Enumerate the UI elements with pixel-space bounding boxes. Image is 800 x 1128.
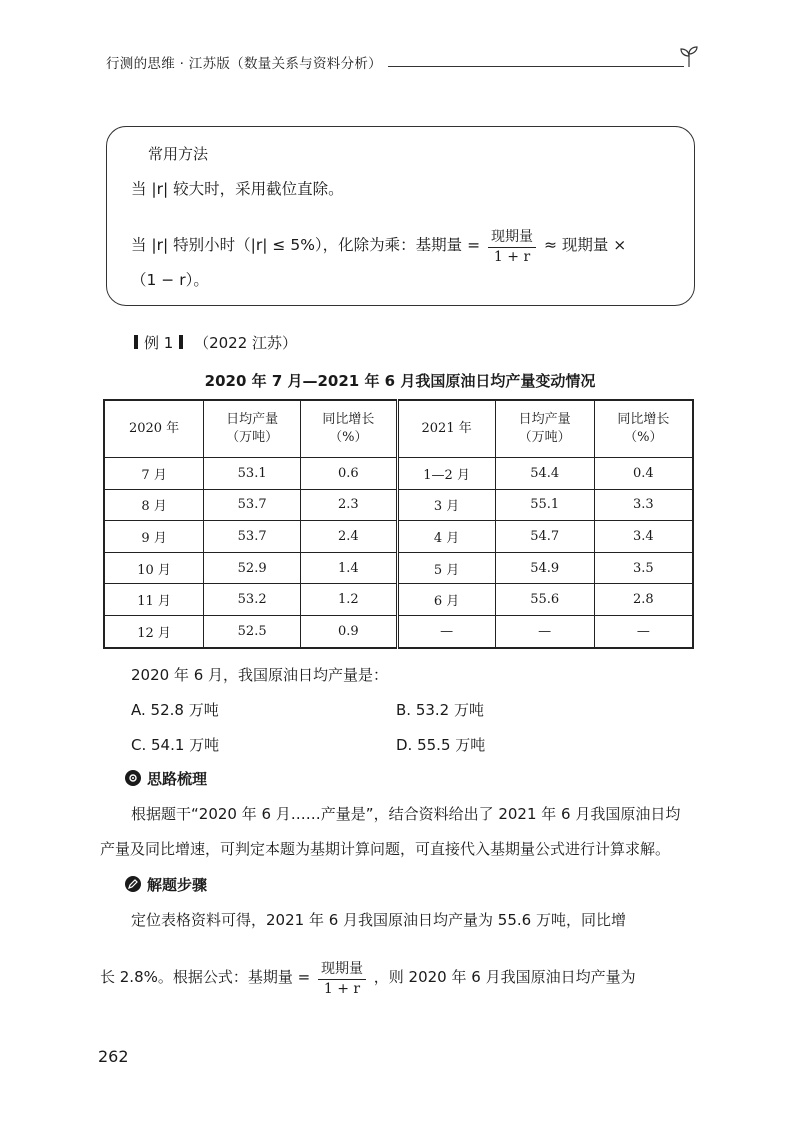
table-cell: 1—2 月: [397, 458, 495, 490]
gear-icon: [125, 770, 141, 786]
bracket-bar: [179, 335, 183, 349]
solution-heading: [125, 874, 207, 895]
table-cell: 12 月: [104, 615, 204, 647]
table-row: [104, 521, 693, 553]
table-row: [104, 552, 693, 584]
option-b[interactable]: B. 53.2 万吨: [396, 701, 484, 719]
header-cell: [204, 400, 301, 458]
table-cell: 3.3: [594, 489, 693, 521]
analysis-heading: [125, 768, 207, 789]
solution-line-2-suffix: ，则 2020 年 6 月我国原油日均产量为: [373, 968, 636, 986]
header-cell: [495, 400, 594, 458]
fraction-numerator: 现期量: [488, 226, 536, 248]
analysis-title: 思路梳理: [147, 770, 208, 788]
table-cell: 53.7: [204, 489, 301, 521]
bracket-bar: [134, 335, 138, 349]
header-cell-line: 同比增长 （%）: [322, 412, 375, 445]
table-cell: 52.5: [204, 615, 301, 647]
table-cell: —: [397, 615, 495, 647]
method-line-2: [131, 226, 626, 265]
book-title: 行测的思维 · 江苏版（数量关系与资料分析）: [106, 56, 382, 72]
header-cell-line: 日均产量 （万吨）: [226, 412, 279, 445]
solution-line-2-prefix: 长 2.8%。根据公式：基期量 =: [100, 968, 311, 986]
table-cell: 4 月: [397, 521, 495, 553]
page-number: 262: [98, 1047, 129, 1066]
table-cell: 8 月: [104, 489, 204, 521]
sprout-icon: [678, 44, 700, 68]
pencil-icon: [125, 876, 141, 892]
solution-line-2: [100, 958, 636, 997]
production-table: [103, 399, 694, 649]
table-cell: 7 月: [104, 458, 204, 490]
table-cell: 0.9: [301, 615, 397, 647]
method-line-2-suffix: ≈ 现期量 ×: [543, 236, 627, 254]
table-title: 2020 年 7 月—2021 年 6 月我国原油日均产量变动情况: [204, 372, 596, 390]
table-cell: 9 月: [104, 521, 204, 553]
option-d[interactable]: D. 55.5 万吨: [396, 736, 486, 754]
table-row: [104, 584, 693, 616]
table-cell: 54.4: [495, 458, 594, 490]
table-cell: 1.2: [301, 584, 397, 616]
table-cell: 0.4: [594, 458, 693, 490]
table-cell: 2.8: [594, 584, 693, 616]
header-cell: 2020 年: [104, 400, 204, 458]
header-cell: [301, 400, 397, 458]
header-cell-line: 同比增长 （%）: [617, 412, 670, 445]
example-label: 例 1: [144, 334, 174, 352]
solution-line-1: 定位表格资料可得，2021 年 6 月我国原油日均产量为 55.6 万吨，同比增: [131, 911, 626, 929]
fraction-denominator: 1 + r: [493, 249, 531, 265]
method-line-3: （1 − r）。: [131, 271, 209, 289]
table-cell: 2.3: [301, 489, 397, 521]
table-cell: 53.2: [204, 584, 301, 616]
fraction-numerator: 现期量: [318, 958, 366, 980]
option-a[interactable]: A. 52.8 万吨: [131, 701, 219, 719]
table-cell: —: [594, 615, 693, 647]
option-c[interactable]: C. 54.1 万吨: [131, 736, 220, 754]
question-stem: 2020 年 6 月，我国原油日均产量是：: [131, 666, 389, 684]
method-line-2-prefix: 当 |r| 特别小时（|r| ≤ 5%），化除为乘：基期量 =: [131, 236, 481, 254]
header-cell: 2021 年: [397, 400, 495, 458]
table-row: [104, 489, 693, 521]
analysis-line-1: 根据题干“2020 年 6 月……产量是”，结合资料给出了 2021 年 6 月我国原油日均: [131, 805, 681, 823]
base-formula-fraction: [488, 226, 536, 265]
table-cell: 55.6: [495, 584, 594, 616]
table-header-row: [104, 400, 693, 458]
header-cell-line: 日均产量 （万吨）: [518, 412, 571, 445]
table-cell: 52.9: [204, 552, 301, 584]
table-cell: 54.9: [495, 552, 594, 584]
example-source: （2022 江苏）: [194, 334, 298, 352]
header-rule: [388, 66, 684, 67]
solution-formula-fraction: [318, 958, 366, 997]
analysis-line-2: 产量及同比增速，可判定本题为基期计算问题，可直接代入基期量公式进行计算求解。: [100, 840, 671, 858]
table-cell: 6 月: [397, 584, 495, 616]
solution-title: 解题步骤: [147, 876, 208, 894]
table-cell: 3 月: [397, 489, 495, 521]
table-cell: 11 月: [104, 584, 204, 616]
table-row: [104, 458, 693, 490]
table-cell: 5 月: [397, 552, 495, 584]
table-row: [104, 615, 693, 647]
table-cell: 55.1: [495, 489, 594, 521]
table-cell: 54.7: [495, 521, 594, 553]
table-cell: 2.4: [301, 521, 397, 553]
method-title: 常用方法: [148, 145, 209, 163]
table-cell: 0.6: [301, 458, 397, 490]
table-cell: 1.4: [301, 552, 397, 584]
table-cell: 3.4: [594, 521, 693, 553]
table-cell: —: [495, 615, 594, 647]
header-cell: [594, 400, 693, 458]
table-cell: 3.5: [594, 552, 693, 584]
table-cell: 10 月: [104, 552, 204, 584]
table-cell: 53.7: [204, 521, 301, 553]
fraction-denominator: 1 + r: [323, 981, 361, 997]
method-line-1: 当 |r| 较大时，采用截位直除。: [131, 180, 344, 198]
table-cell: 53.1: [204, 458, 301, 490]
example-heading: [128, 332, 297, 353]
